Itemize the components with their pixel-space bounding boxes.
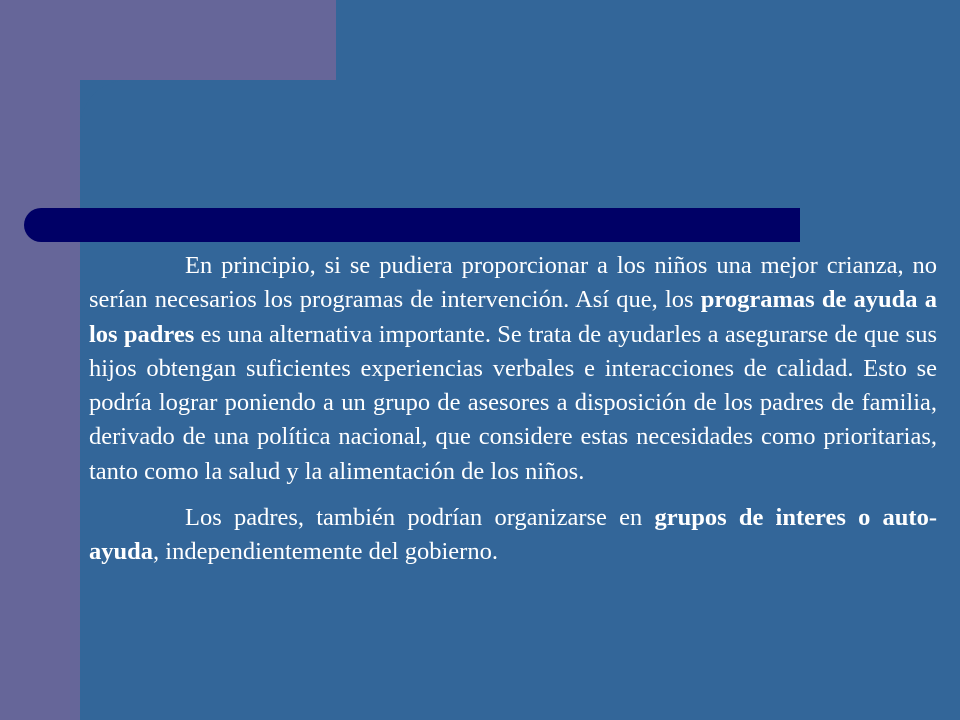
paragraph-1-text-b: es una alternativa importante. Se trata de ayudarles a asegurarse de que sus hijos obtengan suficientes experiencias verbales e interacciones de calidad. Esto se podría lograr poniendo a un grupo de asesores a disposición de los padres de familia, derivado de una política nacional, que considere estas necesidades como prioritarias, tanto como la salud y la alimentación de los niños. [89,320,937,485]
left-accent-band [0,0,80,720]
slide-body [89,249,937,570]
paragraph-2-text-a: Los padres, también podrían organizarse en [185,504,655,532]
paragraph-2-emphasis: grupos de interes o auto-ayuda [89,504,937,566]
paragraph-1-text-a: En principio, si se pudiera proporcionar a los niños una mejor crianza, no serían necesarios los programas de intervención. Así que, los [89,252,937,314]
paragraph-2-text-b: , independientemente del gobierno. [153,538,498,566]
title-bar [24,208,800,242]
paragraph-1-emphasis: programas de ayuda a los padres [89,286,937,348]
paragraph-2 [89,501,937,570]
top-accent-band [0,0,336,80]
paragraph-1 [89,249,937,489]
